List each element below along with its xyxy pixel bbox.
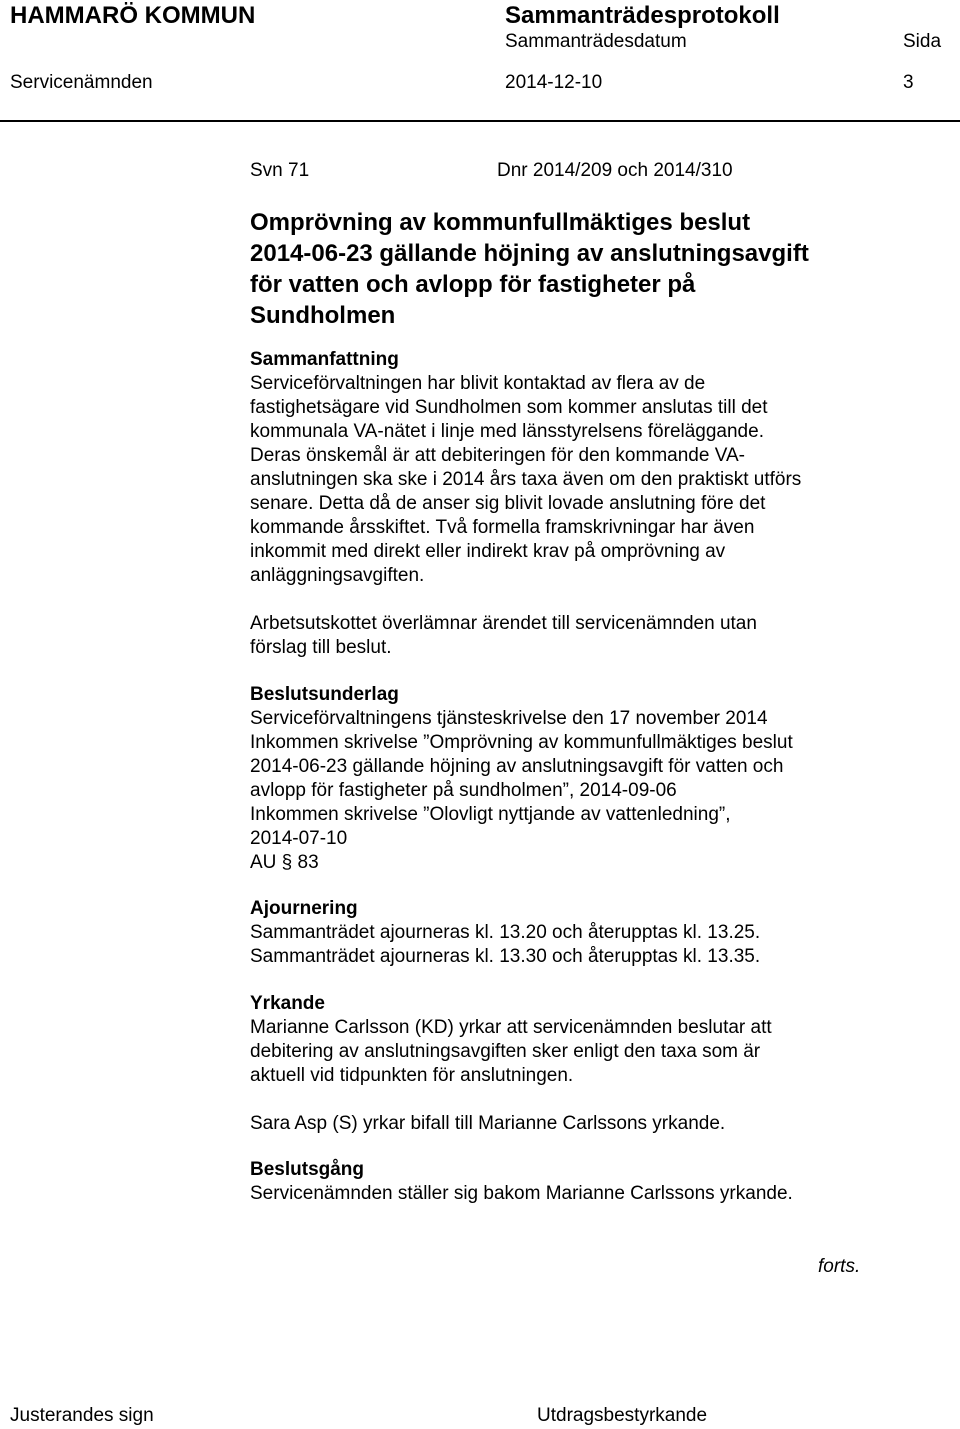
- case-title: [250, 207, 890, 331]
- summary-heading: Sammanfattning: [250, 349, 399, 370]
- meeting-date: 2014-12-10: [505, 72, 603, 93]
- basis-section: [250, 683, 890, 875]
- title-line: för vatten och avlopp för fastigheter på: [250, 271, 696, 298]
- basis-line: Inkommen skrivelse ”Omprövning av kommunfullmäktiges beslut: [250, 732, 793, 753]
- summary-line: fastighetsägare vid Sundholmen som kommer anslutas till det: [250, 397, 768, 418]
- decision-section: [250, 1158, 890, 1206]
- doc-type: Sammanträdesprotokoll: [505, 2, 780, 29]
- org-name: HAMMARÖ KOMMUN: [10, 2, 256, 29]
- motion-text: [250, 1016, 890, 1088]
- title-line: Omprövning av kommunfullmäktiges beslut: [250, 209, 751, 236]
- motion-section: [250, 992, 890, 1088]
- basis-line: Serviceförvaltningens tjänsteskrivelse den 17 november 2014: [250, 708, 768, 729]
- summary-line: anslutningen ska ske i 2014 års taxa även om den praktiskt utförs: [250, 469, 802, 490]
- au-line: förslag till beslut.: [250, 637, 392, 658]
- basis-line: avlopp för fastigheter på sundholmen”, 2014-09-06: [250, 780, 677, 801]
- decision-heading: Beslutsgång: [250, 1159, 365, 1180]
- page-number: 3: [903, 72, 914, 93]
- au-text: [250, 612, 890, 660]
- title-line: 2014-06-23 gällande höjning av anslutningsavgift: [250, 240, 809, 267]
- adjournment-line: Sammanträdet ajourneras kl. 13.20 och återupptas kl. 13.25.: [250, 922, 761, 943]
- summary-line: anläggningsavgiften.: [250, 565, 425, 586]
- summary-text: [250, 372, 890, 588]
- summary-line: kommunala VA-nätet i linje med länsstyrelsens föreläggande.: [250, 421, 764, 442]
- footer-sign: Justerandes sign: [10, 1405, 154, 1426]
- adjournment-text: [250, 921, 890, 969]
- summary-line: inkommit med direkt eller indirekt krav på omprövning av: [250, 541, 726, 562]
- page-label: Sida: [903, 31, 942, 52]
- header-rule: [0, 120, 960, 122]
- motion-line: debitering av anslutningsavgiften sker enligt den taxa som är: [250, 1041, 761, 1062]
- adjournment-line: Sammanträdet ajourneras kl. 13.30 och återupptas kl. 13.35.: [250, 946, 761, 967]
- committee-name: Servicenämnden: [10, 72, 153, 93]
- basis-line: 2014-06-23 gällande höjning av anslutningsavgift för vatten och: [250, 756, 784, 777]
- date-label: Sammanträdesdatum: [505, 31, 687, 52]
- summary-line: senare. Detta då de anser sig blivit lovade anslutning före det: [250, 493, 766, 514]
- summary-line: kommande årsskiftet. Två formella framskrivningar har även: [250, 517, 755, 538]
- continued-note: forts.: [818, 1256, 861, 1277]
- adjournment-section: [250, 897, 890, 969]
- motion-heading: Yrkande: [250, 993, 325, 1014]
- basis-text: [250, 707, 890, 875]
- case-number: Svn 71: [250, 160, 310, 181]
- adjournment-heading: Ajournering: [250, 898, 358, 919]
- motion-line: Marianne Carlsson (KD) yrkar att servicenämnden beslutar att: [250, 1017, 772, 1038]
- basis-heading: Beslutsunderlag: [250, 684, 399, 705]
- summary-line: Serviceförvaltningen har blivit kontaktad av flera av de: [250, 373, 706, 394]
- basis-line: Inkommen skrivelse ”Olovligt nyttjande av vattenledning”,: [250, 804, 731, 825]
- motion-line: aktuell vid tidpunkten för anslutningen.: [250, 1065, 574, 1086]
- footer-certified: Utdragsbestyrkande: [537, 1405, 708, 1426]
- title-line: Sundholmen: [250, 302, 396, 329]
- au-line: Arbetsutskottet överlämnar ärendet till servicenämnden utan: [250, 613, 757, 634]
- decision-text: Servicenämnden ställer sig bakom Marianne Carlssons yrkande.: [250, 1183, 793, 1204]
- summary-line: Deras önskemål är att debiteringen för den kommande VA-: [250, 445, 745, 466]
- motion-support: Sara Asp (S) yrkar bifall till Marianne Carlssons yrkande.: [250, 1113, 726, 1134]
- summary-section: [250, 348, 890, 588]
- case-dnr: Dnr 2014/209 och 2014/310: [497, 160, 733, 181]
- basis-line: AU § 83: [250, 852, 319, 873]
- basis-line: 2014-07-10: [250, 828, 348, 849]
